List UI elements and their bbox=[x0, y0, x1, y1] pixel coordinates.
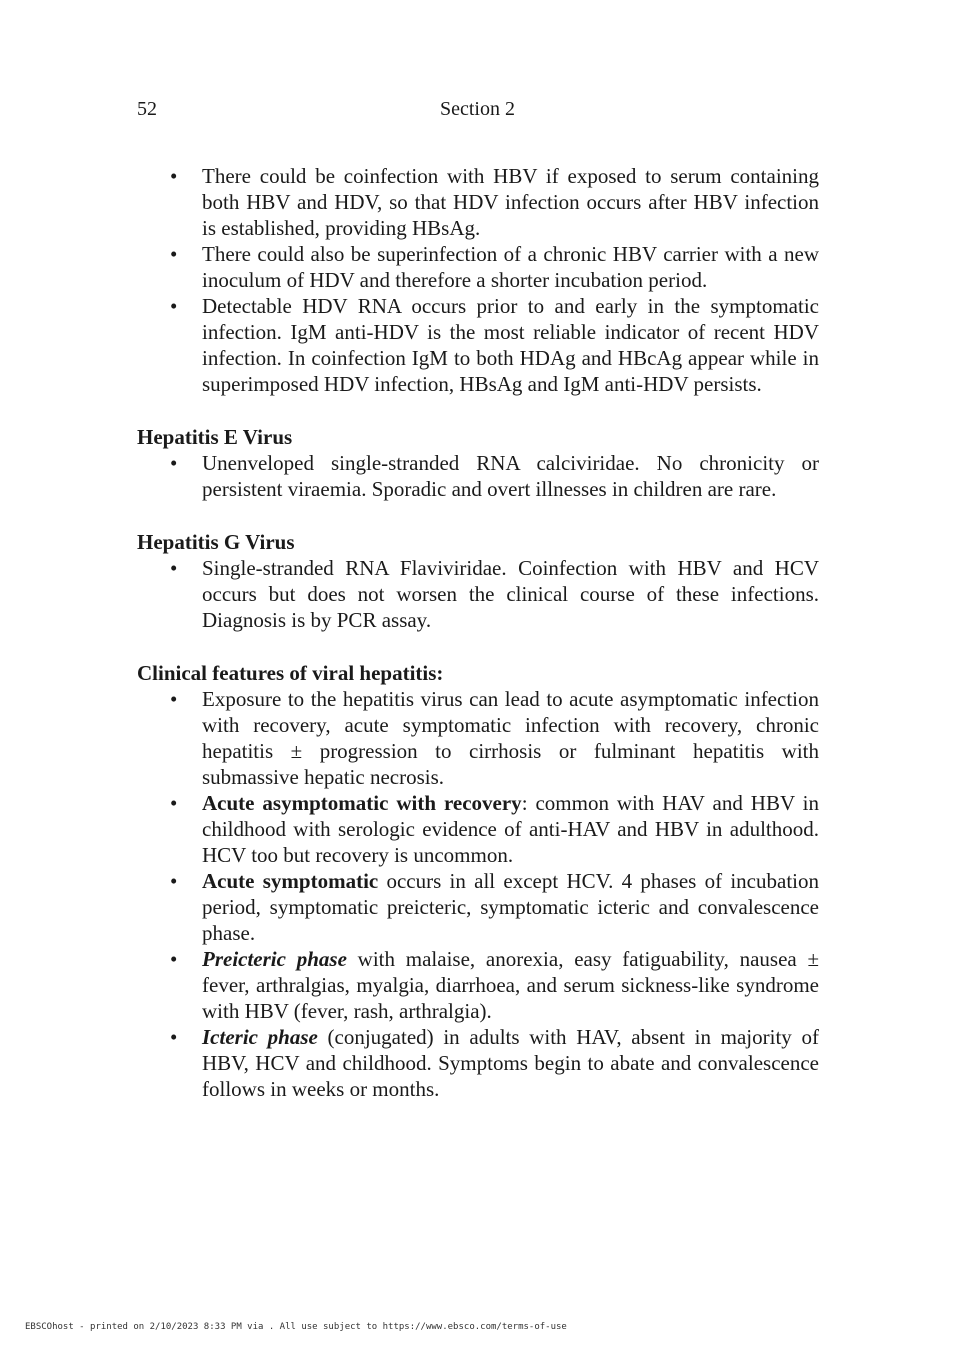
hev-bullet-list bbox=[137, 450, 819, 502]
list-item-text: Unenveloped single-stranded RNA calciviridae. No chronicity or persistent viraemia. Sporadic and overt illnesses in children are rare. bbox=[202, 451, 819, 501]
ebsco-footer: EBSCOhost - printed on 2/10/2023 8:33 PM via . All use subject to https://www.ebsco.com/terms-of-use bbox=[25, 1322, 567, 1332]
hdv-bullet-list bbox=[137, 163, 819, 397]
clinical-bullet-list bbox=[137, 686, 819, 1102]
list-item-text: There could be coinfection with HBV if exposed to serum containing both HBV and HDV, so that HDV infection occurs after HBV infection is established, providing HBsAg. bbox=[202, 164, 819, 240]
list-item bbox=[137, 1024, 819, 1102]
list-item-text: Detectable HDV RNA occurs prior to and early in the symptomatic infection. IgM anti-HDV is the most reliable indicator of recent HDV infection. In coinfection IgM to both HDAg and HBcAg appear while in superimposed HDV infection, HBsAg and IgM anti-HDV persists. bbox=[202, 294, 819, 396]
list-item-lead-bold-italic: Preicteric phase bbox=[202, 947, 347, 971]
list-item bbox=[137, 946, 819, 1024]
list-item-text: Single-stranded RNA Flaviviridae. Coinfection with HBV and HCV occurs but does not worsen the clinical course of these infections. Diagnosis is by PCR assay. bbox=[202, 556, 819, 632]
running-head: Section 2 bbox=[440, 98, 515, 120]
section-heading-clinical: Clinical features of viral hepatitis: bbox=[137, 661, 444, 685]
list-item bbox=[137, 450, 819, 502]
list-item bbox=[137, 241, 819, 293]
list-item bbox=[137, 555, 819, 633]
section-heading-hgv: Hepatitis G Virus bbox=[137, 530, 295, 554]
list-item-text: There could also be superinfection of a chronic HBV carrier with a new inoculum of HDV and therefore a shorter incubation period. bbox=[202, 242, 819, 292]
list-item bbox=[137, 163, 819, 241]
page-content bbox=[137, 163, 819, 1102]
list-item-text: (conjugated) in adults with HAV, absent in majority of HBV, HCV and childhood. Symptoms begin to abate and convalescence follows in weeks or months. bbox=[202, 1025, 819, 1101]
page-number: 52 bbox=[137, 98, 157, 120]
list-item bbox=[137, 868, 819, 946]
list-item-lead-bold: Acute symptomatic bbox=[202, 869, 379, 893]
list-item bbox=[137, 686, 819, 790]
list-item-text: occurs in all except HCV. 4 phases of incubation period, symptomatic preicteric, symptomatic icteric and convalescence phase. bbox=[202, 869, 819, 945]
list-item-text: : common with HAV and HBV in childhood with serologic evidence of anti-HAV and HBV in adulthood. HCV too but recovery is uncommon. bbox=[202, 791, 820, 867]
section-heading-hev: Hepatitis E Virus bbox=[137, 425, 293, 449]
hgv-bullet-list bbox=[137, 555, 819, 633]
list-item bbox=[137, 293, 819, 397]
list-item bbox=[137, 790, 819, 868]
list-item-lead-bold: Acute asymptomatic with recovery bbox=[202, 791, 522, 815]
list-item-text: with malaise, anorexia, easy fatiguability, nausea ± fever, arthralgias, myalgia, diarrhoea, and serum sickness-like syndrome with HBV (fever, rash, arthralgia). bbox=[202, 947, 820, 1023]
list-item-text: Exposure to the hepatitis virus can lead to acute asymptomatic infection with recovery, acute symptomatic infection with recovery, chronic hepatitis ± progression to cirrhosis or fulminant hepatitis with submassive hepatic necrosis. bbox=[202, 687, 819, 789]
list-item-lead-bold-italic: Icteric phase bbox=[202, 1025, 318, 1049]
